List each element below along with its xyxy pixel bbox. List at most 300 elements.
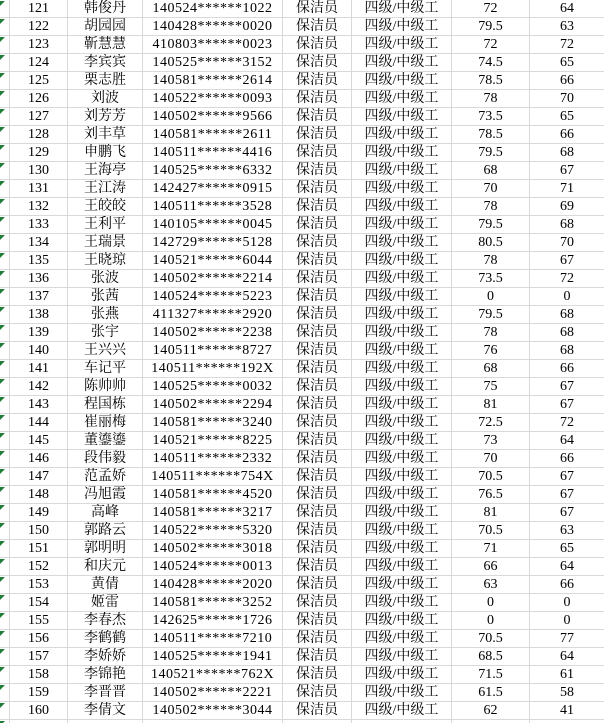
level-cell[interactable]: 四级/中级工: [352, 108, 452, 126]
clipped-indicator-cell[interactable]: [0, 126, 10, 144]
clipped-indicator-cell[interactable]: [0, 54, 10, 72]
name-cell[interactable]: 车记平: [68, 360, 143, 378]
level-cell[interactable]: 四级/中级工: [352, 270, 452, 288]
clipped-indicator-cell[interactable]: [0, 378, 10, 396]
row-number-cell[interactable]: 149: [10, 504, 68, 522]
score1-cell[interactable]: 0: [452, 612, 530, 630]
row-number-cell[interactable]: 141: [10, 360, 68, 378]
row-number-cell[interactable]: 146: [10, 450, 68, 468]
position-cell[interactable]: 保洁员: [283, 126, 352, 144]
position-cell[interactable]: 保洁员: [283, 468, 352, 486]
clipped-indicator-cell[interactable]: [0, 648, 10, 666]
id-number-cell[interactable]: 140521******6044: [143, 252, 283, 270]
position-cell[interactable]: 保洁员: [283, 684, 352, 702]
score2-cell[interactable]: 68: [530, 144, 604, 162]
score2-cell[interactable]: 66: [530, 360, 604, 378]
name-cell[interactable]: 刘芳芳: [68, 108, 143, 126]
id-number-cell[interactable]: 140511******754X: [143, 468, 283, 486]
id-number-cell[interactable]: 140511******8727: [143, 342, 283, 360]
id-number-cell[interactable]: 140524******1022: [143, 0, 283, 18]
level-cell[interactable]: 四级/中级工: [352, 702, 452, 720]
score1-cell[interactable]: 70: [452, 450, 530, 468]
score2-cell[interactable]: 68: [530, 324, 604, 342]
clipped-indicator-cell[interactable]: [0, 180, 10, 198]
row-number-cell[interactable]: 136: [10, 270, 68, 288]
position-cell[interactable]: 保洁员: [283, 594, 352, 612]
row-number-cell[interactable]: 138: [10, 306, 68, 324]
position-cell[interactable]: 保洁员: [283, 504, 352, 522]
level-cell[interactable]: 四级/中级工: [352, 198, 452, 216]
name-cell[interactable]: 郭路云: [68, 522, 143, 540]
id-number-cell[interactable]: 140502******2214: [143, 270, 283, 288]
id-number-cell[interactable]: 140521******8225: [143, 432, 283, 450]
level-cell[interactable]: 四级/中级工: [352, 288, 452, 306]
position-cell[interactable]: 保洁员: [283, 252, 352, 270]
row-number-cell[interactable]: 125: [10, 72, 68, 90]
id-number-cell[interactable]: 140502******2294: [143, 396, 283, 414]
id-number-cell[interactable]: 140502******3044: [143, 702, 283, 720]
row-number-cell[interactable]: 126: [10, 90, 68, 108]
score2-cell[interactable]: 67: [530, 504, 604, 522]
clipped-indicator-cell[interactable]: [0, 522, 10, 540]
name-cell[interactable]: 李娇娇: [68, 648, 143, 666]
name-cell[interactable]: 李宾宾: [68, 54, 143, 72]
row-number-cell[interactable]: 159: [10, 684, 68, 702]
row-number-cell[interactable]: 137: [10, 288, 68, 306]
score2-cell[interactable]: 68: [530, 342, 604, 360]
clipped-indicator-cell[interactable]: [0, 450, 10, 468]
name-cell[interactable]: 刘丰草: [68, 126, 143, 144]
id-number-cell[interactable]: 140511******3528: [143, 198, 283, 216]
position-cell[interactable]: 保洁员: [283, 414, 352, 432]
position-cell[interactable]: 保洁员: [283, 306, 352, 324]
clipped-indicator-cell[interactable]: [0, 0, 10, 18]
row-number-cell[interactable]: 155: [10, 612, 68, 630]
score1-cell[interactable]: 61.5: [452, 684, 530, 702]
row-number-cell[interactable]: 154: [10, 594, 68, 612]
id-number-cell[interactable]: 140105******0045: [143, 216, 283, 234]
row-number-cell[interactable]: 135: [10, 252, 68, 270]
score1-cell[interactable]: 68: [452, 162, 530, 180]
score2-cell[interactable]: 41: [530, 702, 604, 720]
row-number-cell[interactable]: 130: [10, 162, 68, 180]
score1-cell[interactable]: 78.5: [452, 72, 530, 90]
score1-cell[interactable]: 73: [452, 432, 530, 450]
level-cell[interactable]: 四级/中级工: [352, 468, 452, 486]
score2-cell[interactable]: 66: [530, 126, 604, 144]
clipped-indicator-cell[interactable]: [0, 468, 10, 486]
score1-cell[interactable]: 79.5: [452, 306, 530, 324]
score2-cell[interactable]: 66: [530, 576, 604, 594]
row-number-cell[interactable]: 121: [10, 0, 68, 18]
clipped-indicator-cell[interactable]: [0, 234, 10, 252]
score1-cell[interactable]: 79.5: [452, 216, 530, 234]
id-number-cell[interactable]: 140525******6332: [143, 162, 283, 180]
score1-cell[interactable]: 72: [452, 0, 530, 18]
id-number-cell[interactable]: 140502******2238: [143, 324, 283, 342]
id-number-cell[interactable]: 140511******7210: [143, 630, 283, 648]
position-cell[interactable]: 保洁员: [283, 324, 352, 342]
id-number-cell[interactable]: 140581******3217: [143, 504, 283, 522]
clipped-indicator-cell[interactable]: [0, 702, 10, 720]
id-number-cell[interactable]: 140511******2332: [143, 450, 283, 468]
name-cell[interactable]: 张波: [68, 270, 143, 288]
score1-cell[interactable]: 62: [452, 702, 530, 720]
level-cell[interactable]: 四级/中级工: [352, 450, 452, 468]
level-cell[interactable]: 四级/中级工: [352, 18, 452, 36]
name-cell[interactable]: 陈帅帅: [68, 378, 143, 396]
score1-cell[interactable]: 63: [452, 576, 530, 594]
row-number-cell[interactable]: 151: [10, 540, 68, 558]
clipped-indicator-cell[interactable]: [0, 414, 10, 432]
position-cell[interactable]: 保洁员: [283, 378, 352, 396]
clipped-indicator-cell[interactable]: [0, 594, 10, 612]
score2-cell[interactable]: 63: [530, 522, 604, 540]
name-cell[interactable]: 李鹤鹤: [68, 630, 143, 648]
clipped-indicator-cell[interactable]: [0, 198, 10, 216]
score2-cell[interactable]: 67: [530, 252, 604, 270]
position-cell[interactable]: 保洁员: [283, 342, 352, 360]
id-number-cell[interactable]: 410803******0023: [143, 36, 283, 54]
score1-cell[interactable]: 78: [452, 90, 530, 108]
clipped-indicator-cell[interactable]: [0, 108, 10, 126]
row-number-cell[interactable]: 156: [10, 630, 68, 648]
name-cell[interactable]: 王兴兴: [68, 342, 143, 360]
position-cell[interactable]: 保洁员: [283, 198, 352, 216]
position-cell[interactable]: 保洁员: [283, 162, 352, 180]
id-number-cell[interactable]: 140502******9566: [143, 108, 283, 126]
level-cell[interactable]: 四级/中级工: [352, 180, 452, 198]
name-cell[interactable]: 董鎏鎏: [68, 432, 143, 450]
id-number-cell[interactable]: 140525******0032: [143, 378, 283, 396]
row-number-cell[interactable]: 127: [10, 108, 68, 126]
clipped-indicator-cell[interactable]: [0, 612, 10, 630]
level-cell[interactable]: 四级/中级工: [352, 396, 452, 414]
score1-cell[interactable]: 81: [452, 396, 530, 414]
position-cell[interactable]: 保洁员: [283, 18, 352, 36]
position-cell[interactable]: 保洁员: [283, 90, 352, 108]
name-cell[interactable]: 王江涛: [68, 180, 143, 198]
id-number-cell[interactable]: 140428******0020: [143, 18, 283, 36]
clipped-indicator-cell[interactable]: [0, 288, 10, 306]
score2-cell[interactable]: 70: [530, 234, 604, 252]
level-cell[interactable]: 四级/中级工: [352, 306, 452, 324]
clipped-indicator-cell[interactable]: [0, 144, 10, 162]
score1-cell[interactable]: 72.5: [452, 414, 530, 432]
clipped-indicator-cell[interactable]: [0, 360, 10, 378]
id-number-cell[interactable]: 140525******3152: [143, 54, 283, 72]
level-cell[interactable]: 四级/中级工: [352, 666, 452, 684]
position-cell[interactable]: 保洁员: [283, 450, 352, 468]
name-cell[interactable]: 栗志胜: [68, 72, 143, 90]
level-cell[interactable]: 四级/中级工: [352, 126, 452, 144]
clipped-indicator-cell[interactable]: [0, 36, 10, 54]
level-cell[interactable]: 四级/中级工: [352, 252, 452, 270]
name-cell[interactable]: 黄倩: [68, 576, 143, 594]
score2-cell[interactable]: 67: [530, 396, 604, 414]
level-cell[interactable]: 四级/中级工: [352, 684, 452, 702]
level-cell[interactable]: 四级/中级工: [352, 342, 452, 360]
name-cell[interactable]: 李锦艳: [68, 666, 143, 684]
name-cell[interactable]: 张燕: [68, 306, 143, 324]
score1-cell[interactable]: 78: [452, 252, 530, 270]
position-cell[interactable]: 保洁员: [283, 576, 352, 594]
clipped-indicator-cell[interactable]: [0, 342, 10, 360]
id-number-cell[interactable]: 140525******1941: [143, 648, 283, 666]
score1-cell[interactable]: 0: [452, 594, 530, 612]
row-number-cell[interactable]: 144: [10, 414, 68, 432]
row-number-cell[interactable]: 123: [10, 36, 68, 54]
clipped-indicator-cell[interactable]: [0, 432, 10, 450]
score1-cell[interactable]: 76: [452, 342, 530, 360]
id-number-cell[interactable]: 140511******192X: [143, 360, 283, 378]
score2-cell[interactable]: 61: [530, 666, 604, 684]
score2-cell[interactable]: 64: [530, 648, 604, 666]
position-cell[interactable]: 保洁员: [283, 180, 352, 198]
score1-cell[interactable]: 81: [452, 504, 530, 522]
id-number-cell[interactable]: 140581******4520: [143, 486, 283, 504]
clipped-indicator-cell[interactable]: [0, 504, 10, 522]
clipped-indicator-cell[interactable]: [0, 684, 10, 702]
level-cell[interactable]: 四级/中级工: [352, 234, 452, 252]
clipped-indicator-cell[interactable]: [0, 486, 10, 504]
level-cell[interactable]: 四级/中级工: [352, 0, 452, 18]
name-cell[interactable]: 王海亭: [68, 162, 143, 180]
position-cell[interactable]: 保洁员: [283, 486, 352, 504]
score2-cell[interactable]: 72: [530, 36, 604, 54]
level-cell[interactable]: 四级/中级工: [352, 216, 452, 234]
level-cell[interactable]: 四级/中级工: [352, 594, 452, 612]
clipped-indicator-cell[interactable]: [0, 72, 10, 90]
position-cell[interactable]: 保洁员: [283, 558, 352, 576]
score1-cell[interactable]: 70.5: [452, 468, 530, 486]
name-cell[interactable]: 申鹏飞: [68, 144, 143, 162]
row-number-cell[interactable]: 147: [10, 468, 68, 486]
position-cell[interactable]: 保洁员: [283, 396, 352, 414]
row-number-cell[interactable]: 158: [10, 666, 68, 684]
clipped-indicator-cell[interactable]: [0, 558, 10, 576]
id-number-cell[interactable]: 140522******5320: [143, 522, 283, 540]
id-number-cell[interactable]: 140524******5223: [143, 288, 283, 306]
level-cell[interactable]: 四级/中级工: [352, 432, 452, 450]
level-cell[interactable]: 四级/中级工: [352, 648, 452, 666]
id-number-cell[interactable]: 140521******762X: [143, 666, 283, 684]
score2-cell[interactable]: 67: [530, 468, 604, 486]
id-number-cell[interactable]: 142625******1726: [143, 612, 283, 630]
name-cell[interactable]: 段伟毅: [68, 450, 143, 468]
row-number-cell[interactable]: 140: [10, 342, 68, 360]
position-cell[interactable]: 保洁员: [283, 36, 352, 54]
id-number-cell[interactable]: 140581******2614: [143, 72, 283, 90]
score1-cell[interactable]: 0: [452, 288, 530, 306]
row-number-cell[interactable]: 157: [10, 648, 68, 666]
score2-cell[interactable]: 63: [530, 18, 604, 36]
score2-cell[interactable]: 65: [530, 54, 604, 72]
name-cell[interactable]: 王晓琼: [68, 252, 143, 270]
score1-cell[interactable]: 74.5: [452, 54, 530, 72]
clipped-indicator-cell[interactable]: [0, 630, 10, 648]
score2-cell[interactable]: 70: [530, 90, 604, 108]
position-cell[interactable]: 保洁员: [283, 522, 352, 540]
score2-cell[interactable]: 69: [530, 198, 604, 216]
level-cell[interactable]: 四级/中级工: [352, 144, 452, 162]
level-cell[interactable]: 四级/中级工: [352, 576, 452, 594]
name-cell[interactable]: 张茜: [68, 288, 143, 306]
level-cell[interactable]: 四级/中级工: [352, 522, 452, 540]
score1-cell[interactable]: 71.5: [452, 666, 530, 684]
score2-cell[interactable]: 68: [530, 306, 604, 324]
name-cell[interactable]: 姬雷: [68, 594, 143, 612]
score1-cell[interactable]: 79.5: [452, 18, 530, 36]
position-cell[interactable]: 保洁员: [283, 54, 352, 72]
score2-cell[interactable]: 66: [530, 450, 604, 468]
row-number-cell[interactable]: 122: [10, 18, 68, 36]
position-cell[interactable]: 保洁员: [283, 360, 352, 378]
name-cell[interactable]: 李倩文: [68, 702, 143, 720]
id-number-cell[interactable]: 142427******0915: [143, 180, 283, 198]
position-cell[interactable]: 保洁员: [283, 432, 352, 450]
score1-cell[interactable]: 79.5: [452, 144, 530, 162]
position-cell[interactable]: 保洁员: [283, 72, 352, 90]
score1-cell[interactable]: 68: [452, 360, 530, 378]
id-number-cell[interactable]: 140511******4416: [143, 144, 283, 162]
score2-cell[interactable]: 67: [530, 162, 604, 180]
score2-cell[interactable]: 64: [530, 432, 604, 450]
clipped-indicator-cell[interactable]: [0, 396, 10, 414]
score2-cell[interactable]: 64: [530, 0, 604, 18]
level-cell[interactable]: 四级/中级工: [352, 54, 452, 72]
name-cell[interactable]: 和庆元: [68, 558, 143, 576]
position-cell[interactable]: 保洁员: [283, 288, 352, 306]
id-number-cell[interactable]: 140502******3018: [143, 540, 283, 558]
row-number-cell[interactable]: 145: [10, 432, 68, 450]
score1-cell[interactable]: 70: [452, 180, 530, 198]
row-number-cell[interactable]: 148: [10, 486, 68, 504]
name-cell[interactable]: 程国栋: [68, 396, 143, 414]
level-cell[interactable]: 四级/中级工: [352, 324, 452, 342]
level-cell[interactable]: 四级/中级工: [352, 612, 452, 630]
level-cell[interactable]: 四级/中级工: [352, 36, 452, 54]
row-number-cell[interactable]: 133: [10, 216, 68, 234]
clipped-indicator-cell[interactable]: [0, 306, 10, 324]
position-cell[interactable]: 保洁员: [283, 108, 352, 126]
score1-cell[interactable]: 73.5: [452, 108, 530, 126]
name-cell[interactable]: 胡园园: [68, 18, 143, 36]
position-cell[interactable]: 保洁员: [283, 216, 352, 234]
clipped-indicator-cell[interactable]: [0, 576, 10, 594]
position-cell[interactable]: 保洁员: [283, 540, 352, 558]
score1-cell[interactable]: 66: [452, 558, 530, 576]
score2-cell[interactable]: 58: [530, 684, 604, 702]
position-cell[interactable]: 保洁员: [283, 666, 352, 684]
score2-cell[interactable]: 68: [530, 216, 604, 234]
name-cell[interactable]: 高峰: [68, 504, 143, 522]
score1-cell[interactable]: 78: [452, 324, 530, 342]
row-number-cell[interactable]: 139: [10, 324, 68, 342]
clipped-indicator-cell[interactable]: [0, 540, 10, 558]
position-cell[interactable]: 保洁员: [283, 648, 352, 666]
name-cell[interactable]: 范孟娇: [68, 468, 143, 486]
level-cell[interactable]: 四级/中级工: [352, 630, 452, 648]
score1-cell[interactable]: 73.5: [452, 270, 530, 288]
score2-cell[interactable]: 0: [530, 594, 604, 612]
score2-cell[interactable]: 72: [530, 414, 604, 432]
row-number-cell[interactable]: 134: [10, 234, 68, 252]
score2-cell[interactable]: 72: [530, 270, 604, 288]
score2-cell[interactable]: 0: [530, 612, 604, 630]
position-cell[interactable]: 保洁员: [283, 144, 352, 162]
level-cell[interactable]: 四级/中级工: [352, 504, 452, 522]
score2-cell[interactable]: 67: [530, 378, 604, 396]
position-cell[interactable]: 保洁员: [283, 270, 352, 288]
score1-cell[interactable]: 70.5: [452, 522, 530, 540]
row-number-cell[interactable]: 142: [10, 378, 68, 396]
score1-cell[interactable]: 71: [452, 540, 530, 558]
name-cell[interactable]: 郭明明: [68, 540, 143, 558]
score1-cell[interactable]: 72: [452, 36, 530, 54]
id-number-cell[interactable]: 140581******2611: [143, 126, 283, 144]
clipped-indicator-cell[interactable]: [0, 324, 10, 342]
clipped-indicator-cell[interactable]: [0, 252, 10, 270]
position-cell[interactable]: 保洁员: [283, 702, 352, 720]
score1-cell[interactable]: 68.5: [452, 648, 530, 666]
clipped-indicator-cell[interactable]: [0, 162, 10, 180]
row-number-cell[interactable]: 128: [10, 126, 68, 144]
row-number-cell[interactable]: 152: [10, 558, 68, 576]
row-number-cell[interactable]: 153: [10, 576, 68, 594]
score1-cell[interactable]: 75: [452, 378, 530, 396]
name-cell[interactable]: 崔丽梅: [68, 414, 143, 432]
score2-cell[interactable]: 65: [530, 540, 604, 558]
id-number-cell[interactable]: 140581******3252: [143, 594, 283, 612]
level-cell[interactable]: 四级/中级工: [352, 162, 452, 180]
clipped-indicator-cell[interactable]: [0, 270, 10, 288]
id-number-cell[interactable]: 142729******5128: [143, 234, 283, 252]
name-cell[interactable]: 靳慧慧: [68, 36, 143, 54]
score2-cell[interactable]: 0: [530, 288, 604, 306]
row-number-cell[interactable]: 132: [10, 198, 68, 216]
id-number-cell[interactable]: 140581******3240: [143, 414, 283, 432]
name-cell[interactable]: 冯旭霞: [68, 486, 143, 504]
id-number-cell[interactable]: 140524******0013: [143, 558, 283, 576]
score2-cell[interactable]: 64: [530, 558, 604, 576]
clipped-indicator-cell[interactable]: [0, 90, 10, 108]
score1-cell[interactable]: 76.5: [452, 486, 530, 504]
clipped-indicator-cell[interactable]: [0, 666, 10, 684]
name-cell[interactable]: 韩俊丹: [68, 0, 143, 18]
level-cell[interactable]: 四级/中级工: [352, 378, 452, 396]
name-cell[interactable]: 王瑞景: [68, 234, 143, 252]
level-cell[interactable]: 四级/中级工: [352, 360, 452, 378]
clipped-indicator-cell[interactable]: [0, 18, 10, 36]
score2-cell[interactable]: 67: [530, 486, 604, 504]
id-number-cell[interactable]: 140522******0093: [143, 90, 283, 108]
position-cell[interactable]: 保洁员: [283, 234, 352, 252]
score1-cell[interactable]: 78: [452, 198, 530, 216]
level-cell[interactable]: 四级/中级工: [352, 558, 452, 576]
score2-cell[interactable]: 66: [530, 72, 604, 90]
level-cell[interactable]: 四级/中级工: [352, 486, 452, 504]
row-number-cell[interactable]: 150: [10, 522, 68, 540]
name-cell[interactable]: 张宇: [68, 324, 143, 342]
score1-cell[interactable]: 70.5: [452, 630, 530, 648]
level-cell[interactable]: 四级/中级工: [352, 72, 452, 90]
row-number-cell[interactable]: 124: [10, 54, 68, 72]
row-number-cell[interactable]: 131: [10, 180, 68, 198]
id-number-cell[interactable]: 140502******2221: [143, 684, 283, 702]
score1-cell[interactable]: 80.5: [452, 234, 530, 252]
level-cell[interactable]: 四级/中级工: [352, 90, 452, 108]
